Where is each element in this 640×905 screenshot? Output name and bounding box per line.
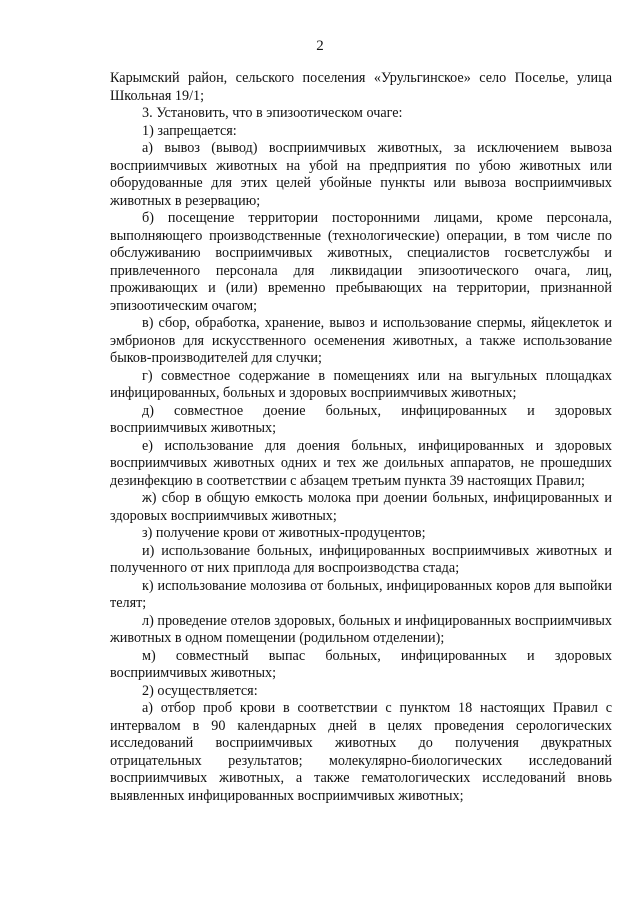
- paragraph-prohibited-l: л) проведение отелов здоровых, больных и инфицированных восприимчивых животных в одном помещении (родильном отделении);: [110, 612, 612, 646]
- paragraph-performed-heading: 2) осуществляется:: [142, 682, 258, 699]
- paragraph-prohibited-m: м) совместный выпас больных, инфицированных и здоровых восприимчивых животных;: [110, 647, 612, 681]
- paragraph-prohibited-i: и) использование больных, инфицированных восприимчивых животных и полученного от них приплода для воспроизводства стада;: [110, 542, 612, 576]
- paragraph-prohibited-a: а) вывоз (вывод) восприимчивых животных, за исключением вывоза восприимчивых животных на убой на предприятия по убою животных или оборудованные для этих целей убойные пункты или вывоза восприимчивых животных в резервацию;: [110, 140, 612, 209]
- paragraph-prohibited-zh: ж) сбор в общую емкость молока при доении больных, инфицированных и здоровых восприимчивых животных;: [110, 490, 612, 524]
- paragraph-prohibited-e: е) использование для доения больных, инфицированных и здоровых восприимчивых животных одних и тех же доильных аппаратов, не прошедших дезинфекцию в соответствии с абзацем третьим пункта 39 настоящих Правил;: [110, 437, 612, 489]
- paragraph-item-3: 3. Установить, что в эпизоотическом очаге:: [142, 105, 403, 121]
- document-body: [110, 70, 612, 805]
- page-number: 2: [316, 38, 324, 54]
- paragraph-prohibited-b: б) посещение территории посторонними лицами, кроме персонала, выполняющего производственные (технологические) операции, в том числе по обслуживанию восприимчивых животных, специалистов госветслужбы и привлеченного персонала для ликвидации эпизоотического очага, лиц, проживающих и (или) временно пребывающих на территории, признанной эпизоотическим очагом;: [110, 210, 612, 314]
- paragraph-prohibited-d: д) совместное доение больных, инфицированных и здоровых восприимчивых животных;: [110, 402, 612, 436]
- paragraph-prohibited-k: к) использование молозива от больных, инфицированных коров для выпойки телят;: [110, 577, 612, 611]
- paragraph-prohibited-heading: 1) запрещается:: [142, 122, 237, 139]
- paragraph-prohibited-v: в) сбор, обработка, хранение, вывоз и использование спермы, яйцеклеток и эмбрионов для искусственного осеменения животных, а также использование быков-производителей для случки;: [110, 315, 612, 366]
- paragraph-prohibited-g: г) совместное содержание в помещениях или на выгульных площадках инфицированных, больных и здоровых восприимчивых животных;: [110, 367, 612, 401]
- paragraph-address-continuation: Карымский район, сельского поселения «Урульгинское» село Поселье, улица Школьная 19/1;: [110, 70, 612, 104]
- paragraph-prohibited-z: з) получение крови от животных-продуцентов;: [142, 525, 426, 541]
- paragraph-performed-a: а) отбор проб крови в соответствии с пунктом 18 настоящих Правил с интервалом в 90 календарных дней в целях проведения серологических исследований восприимчивых животных до получения двукратных отрицательных результатов; молекулярно-биологических исследований восприимчивых животных, а также гематологических исследований вновь выявленных инфицированных восприимчивых животных;: [110, 700, 612, 804]
